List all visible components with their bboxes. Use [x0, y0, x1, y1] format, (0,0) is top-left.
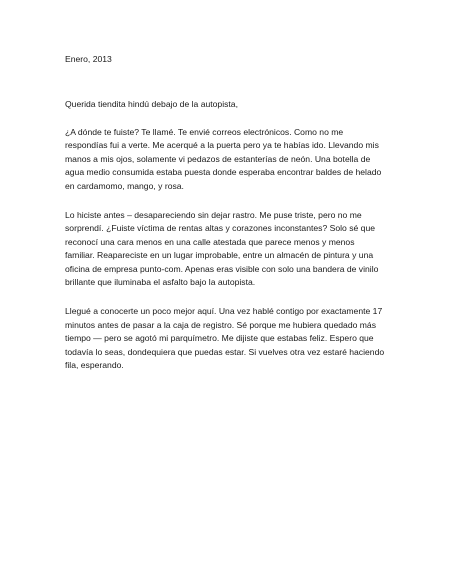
paragraph-line: familiar. Reapareciste en un lugar improbable, entre un almacén de pintura y una — [65, 250, 374, 261]
paragraph-line: reconocí una cara menos en una calle atestada que parece menos y menos — [65, 236, 355, 247]
paragraph-line: tiempo — pero se agotó mi parquímetro. Me dijiste que estabas feliz. Espero que — [65, 333, 374, 344]
paragraph-3 — [65, 305, 405, 372]
paragraph-line: Llegué a conocerte un poco mejor aquí. Una vez hablé contigo por exactamente 17 — [65, 306, 383, 317]
paragraph-line: ¿A dónde te fuiste? Te llamé. Te envié correos electrónicos. Como no me — [65, 127, 344, 137]
paragraph-1 — [65, 126, 405, 193]
paragraph-line: respondías fui a verte. Me acerqué a la puerta pero ya te habías ido. Llevando mis — [65, 140, 379, 151]
paragraph-line: fila, esperando. — [65, 360, 124, 371]
paragraph-line: sorprendí. ¿Fuiste víctima de rentas altas y corazones inconstantes? Solo sé que — [65, 223, 376, 234]
letter-date: Enero, 2013 — [65, 54, 112, 64]
paragraph-line: todavía lo seas, dondequiera que puedas estar. Si vuelves otra vez estaré haciendo — [65, 346, 385, 357]
paragraph-line: Lo hiciste antes – desapareciendo sin dejar rastro. Me puse triste, pero no me — [65, 210, 362, 221]
paragraph-line: brillante que iluminaba el asfalto bajo la autopista. — [65, 277, 256, 288]
letter-salutation: Querida tiendita hindú debajo de la autopista, — [65, 99, 238, 109]
paragraph-line: agua medio consumida estaba puesta donde esperaba encontrar baldes de helado — [65, 167, 382, 178]
paragraph-line: oficina de empresa punto-com. Apenas eras visible con solo una bandera de vinilo — [65, 263, 379, 274]
paragraph-line: en cardamomo, mango, y rosa. — [65, 180, 184, 191]
paragraph-line: minutos antes de pasar a la caja de registro. Sé porque me hubiera quedado más — [65, 319, 376, 330]
paragraph-2 — [65, 209, 405, 289]
paragraph-line: manos a mis ojos, solamente vi pedazos de estanterías de neón. Una botella de — [65, 153, 371, 164]
letter-page — [65, 53, 405, 373]
